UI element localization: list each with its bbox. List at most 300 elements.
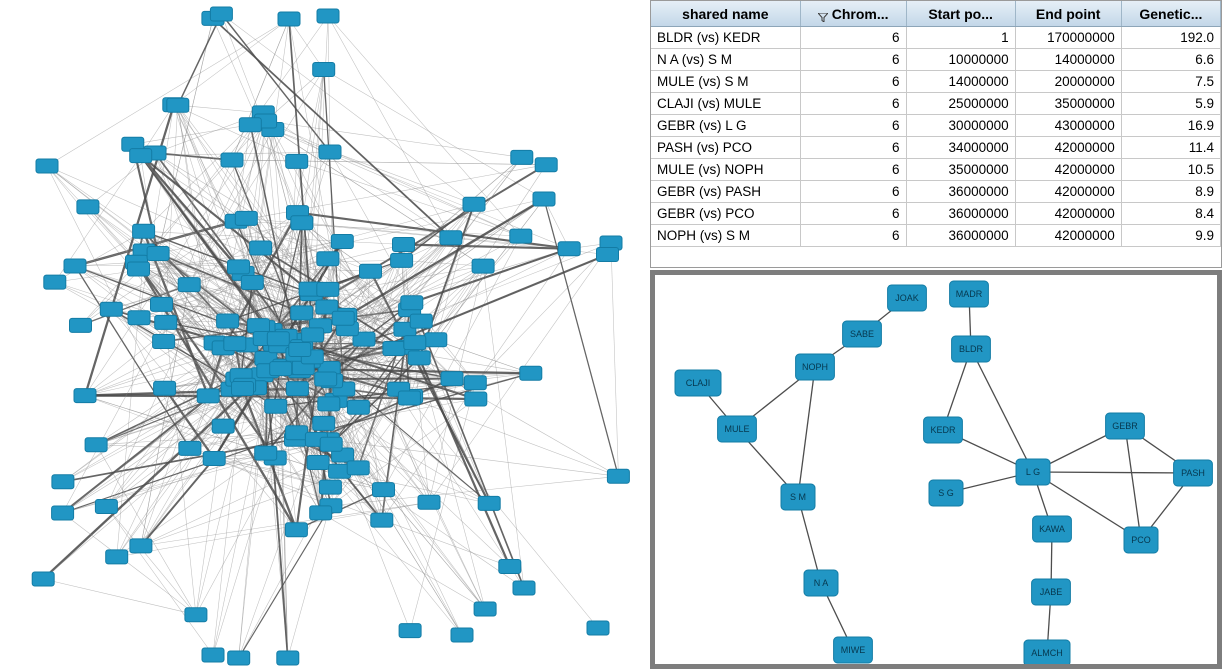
- sub-network-node-bldr[interactable]: [952, 336, 991, 362]
- network-node[interactable]: [418, 495, 440, 509]
- network-node[interactable]: [147, 247, 169, 261]
- network-node[interactable]: [302, 328, 324, 342]
- node-shape[interactable]: [320, 437, 342, 451]
- network-node[interactable]: [332, 311, 354, 325]
- node-shape[interactable]: [313, 416, 335, 430]
- network-node[interactable]: [408, 351, 430, 365]
- node-shape[interactable]: [373, 483, 395, 497]
- node-shape[interactable]: [270, 362, 292, 376]
- network-node[interactable]: [401, 296, 423, 310]
- cell-end-point[interactable]: 35000000: [1015, 93, 1121, 115]
- cell-start-point[interactable]: 10000000: [906, 49, 1015, 71]
- network-node[interactable]: [371, 513, 393, 527]
- cell-end-point[interactable]: 42000000: [1015, 181, 1121, 203]
- network-node[interactable]: [100, 302, 122, 316]
- node-shape[interactable]: [239, 118, 261, 132]
- cell-start-point[interactable]: 36000000: [906, 203, 1015, 225]
- network-node[interactable]: [313, 416, 335, 430]
- node-shape[interactable]: [32, 572, 54, 586]
- node-shape[interactable]: [401, 296, 423, 310]
- cell-chromosome[interactable]: 6: [800, 71, 906, 93]
- cell-end-point[interactable]: 42000000: [1015, 203, 1121, 225]
- cell-shared-name[interactable]: GEBR (vs) PASH: [651, 181, 800, 203]
- node-shape[interactable]: [153, 335, 175, 349]
- node-shape[interactable]: [513, 581, 535, 595]
- node-shape[interactable]: [404, 336, 426, 350]
- node-shape[interactable]: [74, 389, 96, 403]
- node-shape[interactable]: [307, 456, 329, 470]
- node-shape[interactable]: [597, 248, 619, 262]
- node-shape[interactable]: [319, 145, 341, 159]
- network-node[interactable]: [151, 297, 173, 311]
- table-body[interactable]: [651, 27, 1221, 247]
- network-node[interactable]: [558, 242, 580, 256]
- network-node[interactable]: [167, 98, 189, 112]
- cell-genetic[interactable]: 10.5: [1121, 159, 1220, 181]
- network-node[interactable]: [399, 624, 421, 638]
- node-shape[interactable]: [248, 319, 270, 333]
- table-header-row[interactable]: [651, 1, 1221, 27]
- network-node[interactable]: [441, 372, 463, 386]
- node-shape[interactable]: [332, 311, 354, 325]
- network-node[interactable]: [320, 437, 342, 451]
- network-node[interactable]: [478, 496, 500, 510]
- node-shape[interactable]: [511, 150, 533, 164]
- node-shape[interactable]: [520, 366, 542, 380]
- node-shape[interactable]: [70, 318, 92, 332]
- cell-chromosome[interactable]: 6: [800, 225, 906, 247]
- node-shape[interactable]: [310, 506, 332, 520]
- network-node[interactable]: [228, 260, 250, 274]
- network-node[interactable]: [153, 335, 175, 349]
- cell-start-point[interactable]: 36000000: [906, 225, 1015, 247]
- network-node[interactable]: [511, 150, 533, 164]
- network-node[interactable]: [398, 391, 420, 405]
- column-header-end-point[interactable]: [1015, 1, 1121, 27]
- table-row[interactable]: [651, 71, 1221, 93]
- column-header-start-point[interactable]: [906, 1, 1015, 27]
- cell-end-point[interactable]: 42000000: [1015, 137, 1121, 159]
- node-shape[interactable]: [302, 328, 324, 342]
- cell-shared-name[interactable]: BLDR (vs) KEDR: [651, 27, 800, 49]
- node-shape[interactable]: [440, 231, 462, 245]
- node-shape[interactable]: [313, 63, 335, 77]
- network-node[interactable]: [255, 446, 277, 460]
- node-shape[interactable]: [478, 496, 500, 510]
- column-header-chromosome[interactable]: [800, 1, 906, 27]
- network-node[interactable]: [451, 628, 473, 642]
- cell-end-point[interactable]: 20000000: [1015, 71, 1121, 93]
- node-shape[interactable]: [317, 282, 339, 296]
- cell-start-point[interactable]: 36000000: [906, 181, 1015, 203]
- table-row[interactable]: [651, 225, 1221, 247]
- node-shape[interactable]: [533, 192, 555, 206]
- column-header-shared-name[interactable]: [651, 1, 800, 27]
- network-node[interactable]: [286, 382, 308, 396]
- network-node[interactable]: [391, 253, 413, 267]
- network-node[interactable]: [535, 158, 557, 172]
- node-shape[interactable]: [155, 315, 177, 329]
- network-node[interactable]: [474, 602, 496, 616]
- network-node[interactable]: [425, 333, 447, 347]
- node-shape[interactable]: [128, 262, 150, 276]
- node-shape[interactable]: [535, 158, 557, 172]
- table-row[interactable]: [651, 137, 1221, 159]
- network-node[interactable]: [64, 259, 86, 273]
- node-shape[interactable]: [315, 372, 337, 386]
- data-table-panel[interactable]: [650, 0, 1222, 268]
- node-shape[interactable]: [499, 560, 521, 574]
- cell-end-point[interactable]: 170000000: [1015, 27, 1121, 49]
- node-shape[interactable]: [265, 399, 287, 413]
- sub-network-node-almch[interactable]: [1024, 640, 1070, 664]
- network-node[interactable]: [133, 224, 155, 238]
- network-node[interactable]: [289, 343, 311, 357]
- network-node[interactable]: [212, 419, 234, 433]
- network-node[interactable]: [465, 392, 487, 406]
- network-node[interactable]: [217, 314, 239, 328]
- network-node[interactable]: [106, 550, 128, 564]
- shared-name-table[interactable]: [651, 1, 1221, 247]
- cell-end-point[interactable]: 43000000: [1015, 115, 1121, 137]
- node-shape[interactable]: [77, 200, 99, 214]
- cell-genetic[interactable]: 11.4: [1121, 137, 1220, 159]
- network-node[interactable]: [472, 259, 494, 273]
- sub-network-node-jabe[interactable]: [1032, 579, 1071, 605]
- node-shape[interactable]: [267, 332, 289, 346]
- node-shape[interactable]: [399, 624, 421, 638]
- node-shape[interactable]: [52, 506, 74, 520]
- cell-chromosome[interactable]: 6: [800, 159, 906, 181]
- network-node[interactable]: [248, 319, 270, 333]
- sub-network-node-joak[interactable]: [888, 285, 927, 311]
- network-node[interactable]: [510, 229, 532, 243]
- network-node[interactable]: [310, 506, 332, 520]
- node-shape[interactable]: [347, 461, 369, 475]
- sub-network-node-kedr[interactable]: [924, 417, 963, 443]
- node-shape[interactable]: [36, 159, 58, 173]
- node-shape[interactable]: [133, 224, 155, 238]
- node-shape[interactable]: [347, 400, 369, 414]
- cell-chromosome[interactable]: 6: [800, 27, 906, 49]
- node-shape[interactable]: [291, 216, 313, 230]
- network-node[interactable]: [241, 276, 263, 290]
- network-node[interactable]: [265, 399, 287, 413]
- table-row[interactable]: [651, 93, 1221, 115]
- cell-end-point[interactable]: 42000000: [1015, 225, 1121, 247]
- cell-start-point[interactable]: 14000000: [906, 71, 1015, 93]
- cell-shared-name[interactable]: MULE (vs) S M: [651, 71, 800, 93]
- cell-shared-name[interactable]: GEBR (vs) PCO: [651, 203, 800, 225]
- node-shape[interactable]: [212, 419, 234, 433]
- cell-shared-name[interactable]: PASH (vs) PCO: [651, 137, 800, 159]
- node-shape[interactable]: [232, 382, 254, 396]
- network-node[interactable]: [597, 248, 619, 262]
- node-shape[interactable]: [64, 259, 86, 273]
- network-node[interactable]: [155, 315, 177, 329]
- sub-network-node-n-a[interactable]: [804, 570, 838, 596]
- network-node[interactable]: [232, 382, 254, 396]
- cell-end-point[interactable]: 14000000: [1015, 49, 1121, 71]
- node-shape[interactable]: [85, 438, 107, 452]
- sub-network-node-claji[interactable]: [675, 370, 721, 396]
- table-row[interactable]: [651, 115, 1221, 137]
- table-row[interactable]: [651, 159, 1221, 181]
- node-shape[interactable]: [224, 337, 246, 351]
- sub-network-node-mule[interactable]: [718, 416, 757, 442]
- node-shape[interactable]: [235, 211, 257, 225]
- node-shape[interactable]: [451, 628, 473, 642]
- node-shape[interactable]: [318, 397, 340, 411]
- sub-network-node-s-g[interactable]: [929, 480, 963, 506]
- node-shape[interactable]: [317, 252, 339, 266]
- network-node[interactable]: [52, 475, 74, 489]
- network-node[interactable]: [179, 441, 201, 455]
- node-shape[interactable]: [465, 392, 487, 406]
- node-shape[interactable]: [286, 382, 308, 396]
- node-shape[interactable]: [130, 539, 152, 553]
- cell-chromosome[interactable]: 6: [800, 93, 906, 115]
- network-node[interactable]: [267, 332, 289, 346]
- network-node[interactable]: [74, 389, 96, 403]
- network-node[interactable]: [128, 262, 150, 276]
- sub-network-node-gebr[interactable]: [1106, 413, 1145, 439]
- node-shape[interactable]: [106, 550, 128, 564]
- cell-start-point[interactable]: 35000000: [906, 159, 1015, 181]
- sub-network-node-l-g[interactable]: [1016, 459, 1050, 485]
- node-shape[interactable]: [331, 235, 353, 249]
- cell-start-point[interactable]: 34000000: [906, 137, 1015, 159]
- network-node[interactable]: [587, 621, 609, 635]
- node-shape[interactable]: [408, 351, 430, 365]
- sub-network-canvas[interactable]: [655, 275, 1217, 664]
- node-shape[interactable]: [319, 480, 341, 494]
- network-node[interactable]: [607, 469, 629, 483]
- table-row[interactable]: [651, 181, 1221, 203]
- node-shape[interactable]: [472, 259, 494, 273]
- node-shape[interactable]: [179, 441, 201, 455]
- cell-genetic[interactable]: 5.9: [1121, 93, 1220, 115]
- network-node[interactable]: [278, 12, 300, 26]
- sub-network-node-sabe[interactable]: [843, 321, 882, 347]
- sub-network-node-kawa[interactable]: [1033, 516, 1072, 542]
- node-shape[interactable]: [178, 278, 200, 292]
- cell-chromosome[interactable]: 6: [800, 181, 906, 203]
- network-node[interactable]: [36, 159, 58, 173]
- network-node[interactable]: [178, 278, 200, 292]
- node-shape[interactable]: [203, 452, 225, 466]
- cell-start-point[interactable]: 1: [906, 27, 1015, 49]
- network-node[interactable]: [203, 452, 225, 466]
- network-node[interactable]: [291, 216, 313, 230]
- table-row[interactable]: [651, 203, 1221, 225]
- cell-start-point[interactable]: 30000000: [906, 115, 1015, 137]
- network-node[interactable]: [32, 572, 54, 586]
- node-shape[interactable]: [44, 275, 66, 289]
- cell-genetic[interactable]: 9.9: [1121, 225, 1220, 247]
- network-node[interactable]: [235, 211, 257, 225]
- node-shape[interactable]: [277, 651, 299, 665]
- node-shape[interactable]: [464, 376, 486, 390]
- node-shape[interactable]: [463, 197, 485, 211]
- node-shape[interactable]: [154, 381, 176, 395]
- sub-network-node-madr[interactable]: [950, 281, 989, 307]
- network-node[interactable]: [202, 648, 224, 662]
- cell-shared-name[interactable]: GEBR (vs) L G: [651, 115, 800, 137]
- node-shape[interactable]: [474, 602, 496, 616]
- network-node[interactable]: [393, 238, 415, 252]
- node-shape[interactable]: [371, 513, 393, 527]
- node-shape[interactable]: [286, 426, 308, 440]
- network-node[interactable]: [347, 400, 369, 414]
- network-node[interactable]: [373, 483, 395, 497]
- node-shape[interactable]: [95, 500, 117, 514]
- network-node[interactable]: [70, 318, 92, 332]
- cell-start-point[interactable]: 25000000: [906, 93, 1015, 115]
- cell-shared-name[interactable]: NOPH (vs) S M: [651, 225, 800, 247]
- node-shape[interactable]: [289, 343, 311, 357]
- network-node[interactable]: [197, 389, 219, 403]
- network-node[interactable]: [130, 539, 152, 553]
- filter-icon[interactable]: [818, 9, 828, 18]
- cell-genetic[interactable]: 6.6: [1121, 49, 1220, 71]
- network-node[interactable]: [317, 9, 339, 23]
- node-shape[interactable]: [587, 621, 609, 635]
- network-node[interactable]: [85, 438, 107, 452]
- sub-network-node-noph[interactable]: [796, 354, 835, 380]
- table-row[interactable]: [651, 49, 1221, 71]
- node-shape[interactable]: [286, 154, 308, 168]
- node-shape[interactable]: [393, 238, 415, 252]
- sub-network-panel[interactable]: [650, 270, 1222, 669]
- cell-chromosome[interactable]: 6: [800, 137, 906, 159]
- cell-genetic[interactable]: 192.0: [1121, 27, 1220, 49]
- node-shape[interactable]: [167, 98, 189, 112]
- node-shape[interactable]: [210, 7, 232, 21]
- network-node[interactable]: [285, 523, 307, 537]
- node-shape[interactable]: [130, 149, 152, 163]
- network-node[interactable]: [44, 275, 66, 289]
- node-shape[interactable]: [558, 242, 580, 256]
- network-node[interactable]: [347, 461, 369, 475]
- node-shape[interactable]: [410, 314, 432, 328]
- network-node[interactable]: [513, 581, 535, 595]
- node-shape[interactable]: [510, 229, 532, 243]
- node-shape[interactable]: [128, 311, 150, 325]
- network-node[interactable]: [270, 362, 292, 376]
- sub-network-node-pco[interactable]: [1124, 527, 1158, 553]
- cell-chromosome[interactable]: 6: [800, 49, 906, 71]
- network-node[interactable]: [313, 63, 335, 77]
- network-node[interactable]: [319, 145, 341, 159]
- network-node[interactable]: [463, 197, 485, 211]
- network-node[interactable]: [52, 506, 74, 520]
- node-shape[interactable]: [250, 241, 272, 255]
- node-shape[interactable]: [185, 608, 207, 622]
- network-node[interactable]: [410, 314, 432, 328]
- node-shape[interactable]: [228, 260, 250, 274]
- network-node[interactable]: [224, 337, 246, 351]
- node-shape[interactable]: [383, 342, 405, 356]
- node-shape[interactable]: [147, 247, 169, 261]
- network-node[interactable]: [95, 500, 117, 514]
- cell-shared-name[interactable]: N A (vs) S M: [651, 49, 800, 71]
- node-shape[interactable]: [217, 314, 239, 328]
- cell-genetic[interactable]: 7.5: [1121, 71, 1220, 93]
- network-node[interactable]: [520, 366, 542, 380]
- network-node[interactable]: [404, 336, 426, 350]
- network-node[interactable]: [307, 456, 329, 470]
- node-shape[interactable]: [197, 389, 219, 403]
- node-shape[interactable]: [228, 651, 250, 665]
- node-shape[interactable]: [241, 276, 263, 290]
- node-shape[interactable]: [607, 469, 629, 483]
- cell-chromosome[interactable]: 6: [800, 115, 906, 137]
- sub-network-node-pash[interactable]: [1174, 460, 1213, 486]
- network-node[interactable]: [383, 342, 405, 356]
- cell-shared-name[interactable]: MULE (vs) NOPH: [651, 159, 800, 181]
- node-shape[interactable]: [317, 9, 339, 23]
- cell-genetic[interactable]: 16.9: [1121, 115, 1220, 137]
- column-header-genetic[interactable]: [1121, 1, 1220, 27]
- network-node[interactable]: [440, 231, 462, 245]
- node-shape[interactable]: [285, 523, 307, 537]
- network-node[interactable]: [239, 118, 261, 132]
- network-node[interactable]: [533, 192, 555, 206]
- node-shape[interactable]: [52, 475, 74, 489]
- network-node[interactable]: [319, 480, 341, 494]
- network-node[interactable]: [286, 154, 308, 168]
- network-node[interactable]: [277, 651, 299, 665]
- node-shape[interactable]: [291, 306, 313, 320]
- node-shape[interactable]: [391, 253, 413, 267]
- network-node[interactable]: [130, 149, 152, 163]
- table-row[interactable]: [651, 27, 1221, 49]
- network-node[interactable]: [331, 235, 353, 249]
- network-node[interactable]: [210, 7, 232, 21]
- network-node[interactable]: [185, 608, 207, 622]
- node-shape[interactable]: [418, 495, 440, 509]
- network-node[interactable]: [464, 376, 486, 390]
- network-node[interactable]: [250, 241, 272, 255]
- network-node[interactable]: [221, 153, 243, 167]
- network-node[interactable]: [317, 282, 339, 296]
- network-node[interactable]: [315, 372, 337, 386]
- sub-network-node-s-m[interactable]: [781, 484, 815, 510]
- node-shape[interactable]: [255, 446, 277, 460]
- network-node[interactable]: [317, 252, 339, 266]
- node-shape[interactable]: [202, 648, 224, 662]
- node-shape[interactable]: [221, 153, 243, 167]
- node-shape[interactable]: [278, 12, 300, 26]
- cell-genetic[interactable]: 8.4: [1121, 203, 1220, 225]
- node-shape[interactable]: [425, 333, 447, 347]
- network-node[interactable]: [77, 200, 99, 214]
- node-shape[interactable]: [151, 297, 173, 311]
- network-node[interactable]: [499, 560, 521, 574]
- network-node[interactable]: [128, 311, 150, 325]
- node-shape[interactable]: [441, 372, 463, 386]
- network-node[interactable]: [228, 651, 250, 665]
- network-node[interactable]: [291, 306, 313, 320]
- sub-network-node-miwe[interactable]: [834, 637, 873, 663]
- node-shape[interactable]: [360, 264, 382, 278]
- cell-end-point[interactable]: 42000000: [1015, 159, 1121, 181]
- network-node[interactable]: [360, 264, 382, 278]
- cell-chromosome[interactable]: 6: [800, 203, 906, 225]
- network-node[interactable]: [286, 426, 308, 440]
- cell-shared-name[interactable]: CLAJI (vs) MULE: [651, 93, 800, 115]
